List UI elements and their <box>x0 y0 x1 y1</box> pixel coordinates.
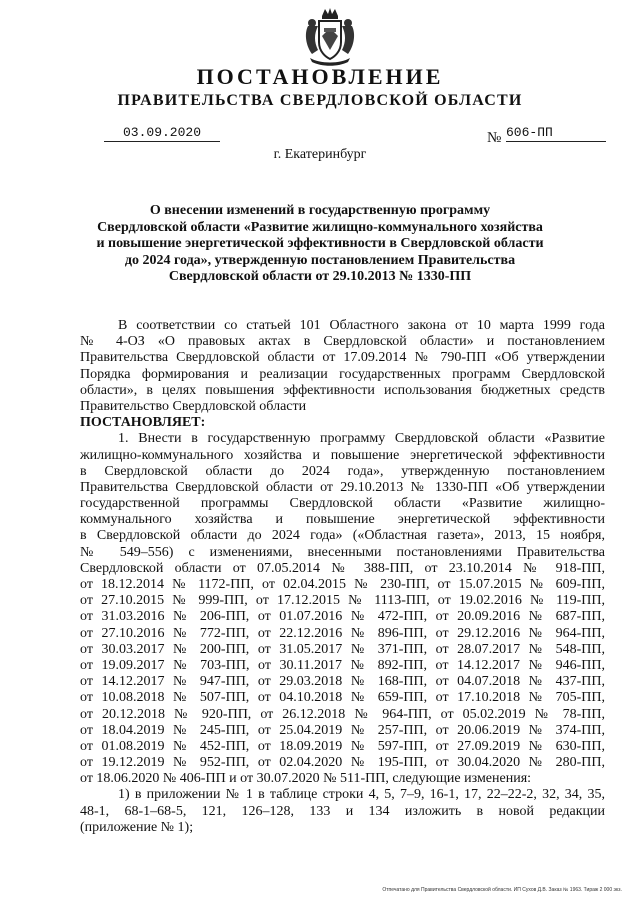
body-line: в Свердловской области до 2024 года», утвержденную постановлением <box>80 463 605 479</box>
body-line: от 18.04.2019 № 245-ПП, от 25.04.2019 № 257-ПП, от 20.06.2019 № 374-ПП, <box>80 722 605 738</box>
print-footer: Отпечатано для Правительства Свердловской области. ИП Сухов Д.В. Заказ № 1963. Тираж 2 000 экз. <box>382 887 622 893</box>
body-line: от 01.08.2019 № 452-ПП, от 18.09.2019 № 597-ПП, от 27.09.2019 № 630-ПП, <box>80 738 605 754</box>
body-line: (приложение № 1); <box>80 819 194 835</box>
body-line: жилищно-коммунального хозяйства и повышение энергетической эффективности <box>80 447 605 463</box>
body-line: от 31.03.2016 № 206-ПП, от 01.07.2016 № 472-ПП, от 20.09.2016 № 687-ПП, <box>80 609 605 625</box>
body-line: от 30.03.2017 № 200-ПП, от 31.05.2017 № 371-ПП, от 28.07.2017 № 548-ПП, <box>80 641 605 657</box>
document-date: 03.09.2020 <box>104 125 220 142</box>
body-line: от 18.06.2020 № 406-ПП и от 30.07.2020 № 511-ПП, следующие изменения: <box>80 771 532 787</box>
body-line: Правительства Свердловской области от 29.10.2013 № 1330-ПП «Об утверждении <box>80 479 605 495</box>
document-title: ПОСТАНОВЛЕНИЕ <box>196 64 444 89</box>
body-line: Правительство Свердловской области <box>80 398 307 414</box>
heading-line: О внесении изменений в государственную программу <box>149 203 491 218</box>
document-body <box>80 318 605 836</box>
body-line: от 19.09.2017 № 703-ПП, от 30.11.2017 № 892-ПП, от 14.12.2017 № 946-ПП, <box>80 657 605 673</box>
document-number: 606-ПП <box>506 125 606 142</box>
body-line: № 4-ОЗ «О правовых актах в Свердловской области» и постановлением <box>80 334 605 350</box>
heading-line: Свердловской области от 29.10.2013 № 1330-ПП <box>168 269 472 284</box>
body-line: № 549–556) с изменениями, внесенными постановлениями Правительства <box>80 544 605 560</box>
decree-keyword: ПОСТАНОВЛЯЕТ: <box>80 415 206 431</box>
body-line: от 19.12.2019 № 952-ПП, от 02.04.2020 № 195-ПП, от 30.04.2020 № 280-ПП, <box>80 755 605 771</box>
body-line: от 20.12.2018 № 920-ПП, от 26.12.2018 № 964-ПП, от 05.02.2019 № 78-ПП, <box>80 706 605 722</box>
number-label: № <box>487 130 502 146</box>
body-line: Порядка формирования и реализации государственных программ Свердловской <box>80 366 605 382</box>
body-line: от 14.12.2017 № 947-ПП, от 29.03.2018 № 168-ПП, от 04.07.2018 № 437-ПП, <box>80 674 605 690</box>
body-line: 1) в приложении № 1 в таблице строки 4, 5, 7–9, 16-1, 17, 22–22-2, 32, 34, 35, <box>118 787 605 803</box>
body-line: 1. Внести в государственную программу Свердловской области «Развитие <box>118 431 605 447</box>
heading-line: Свердловской области «Развитие жилищно-коммунального хозяйства <box>97 219 543 235</box>
document-city: г. Екатеринбург <box>273 147 367 162</box>
body-line: от 18.12.2014 № 1172-ПП, от 02.04.2015 № 230-ПП, от 15.07.2015 № 609-ПП, <box>80 577 605 592</box>
body-line: Правительства Свердловской области от 17.09.2014 № 790-ПП «Об утверждении <box>80 350 605 366</box>
body-line: области», в целях повышения эффективности использования бюджетных средств <box>80 382 605 398</box>
body-line: В соответствии со статьей 101 Областного закона от 10 марта 1999 года <box>118 318 605 333</box>
body-line: в Свердловской области до 2024 года» («Областная газета», 2013, 15 ноября, <box>80 528 605 544</box>
body-line: от 10.08.2018 № 507-ПП, от 04.10.2018 № 659-ПП, от 17.10.2018 № 705-ПП, <box>80 690 605 706</box>
document-heading <box>80 203 560 286</box>
body-line: Свердловской области от 07.05.2014 № 388-ПП, от 23.10.2014 № 918-ПП, <box>80 560 605 576</box>
body-line: коммунального хозяйства и повышение энергетической эффективности <box>80 512 605 528</box>
coat-of-arms-icon <box>300 6 360 68</box>
heading-line: и повышение энергетической эффективности в Свердловской области <box>96 236 544 251</box>
body-line: государственной программы Свердловской области «Развитие жилищно- <box>80 496 605 512</box>
heading-line: до 2024 года», утвержденную постановлением Правительства <box>124 252 516 268</box>
body-line: 48-1, 68-1–68-5, 121, 126–128, 133 и 134 изложить в новой редакции <box>80 803 605 819</box>
body-line: от 27.10.2016 № 772-ПП, от 22.12.2016 № 896-ПП, от 29.12.2016 № 964-ПП, <box>80 625 605 641</box>
body-line: от 27.10.2015 № 999-ПП, от 17.12.2015 № 1113-ПП, от 19.02.2016 № 119-ПП, <box>80 593 605 609</box>
document-subtitle: ПРАВИТЕЛЬСТВА СВЕРДЛОВСКОЙ ОБЛАСТИ <box>117 92 523 109</box>
